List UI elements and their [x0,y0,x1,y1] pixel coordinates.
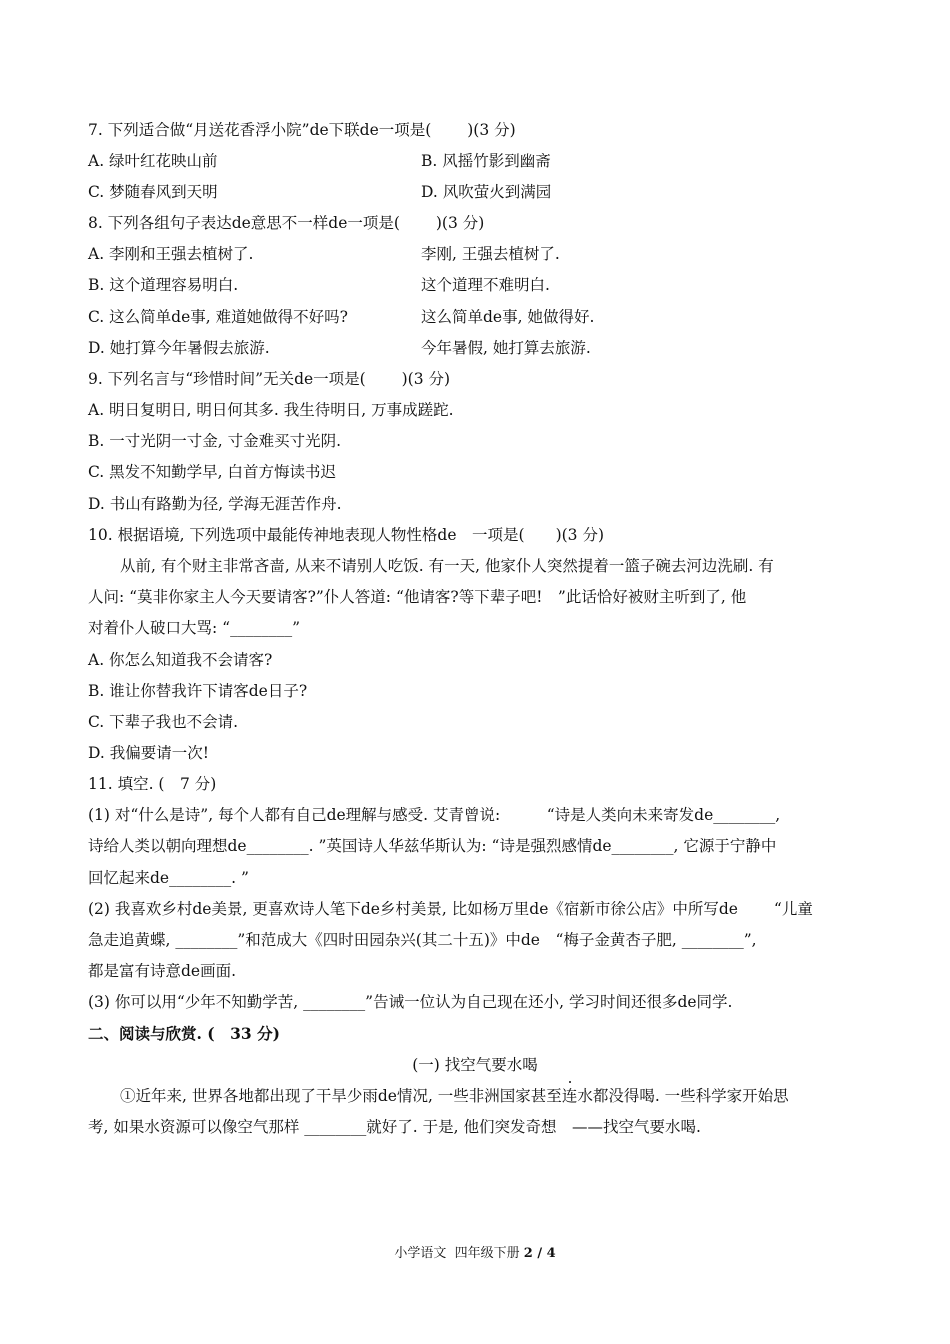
q9-stem: 9. 下列名言与“珍惜时间”无关de一项是( )(3 分) [88,370,451,388]
q7-stem: 7. 下列适合做“月送花香浮小院”de下联de一项是( )(3 分) [88,121,516,139]
q11-part2-line3: 都是富有诗意de画面. [88,962,237,980]
q8-option-a: A. 李刚和王强去植树了. [88,245,254,263]
q8-option-c: C. 这么简单de事, 难道她做得不好吗? [88,308,348,326]
q8-option-b-pair: 这个道理不难明白. [421,276,550,294]
q9-option-d: D. 书山有路勤为径, 学海无涯苦作舟. [88,495,342,513]
q8-option-b: B. 这个道理容易明白. [88,276,239,294]
passage-text-before: ①近年来, 世界各地都出现了干旱少雨de情况, 一些非洲国家甚至 [120,1087,562,1105]
q9-option-b: B. 一寸光阴一寸金, 寸金难买寸光阴. [88,432,342,450]
page-number: 2 / 4 [523,1246,556,1261]
emphasis-dot-char: 连 [561,1087,578,1105]
q11-part3: (3) 你可以用“少年不知勤学苦, ________”告诫一位认为自己现在还小, 学习时间还很多de同学. [88,993,733,1011]
q11-part2-line2: 急走追黄蝶, ________”和范成大《四时田园杂兴(其二十五)》中de “梅子金黄杏子肥, ________”, [88,931,757,949]
q11-stem: 11. 填空. ( 7 分) [88,775,217,793]
q7-option-a: A. 绿叶红花映山前 [88,152,218,170]
q10-option-d: D. 我偏要请一次! [88,744,209,762]
passage-paragraph-line1 [120,1086,789,1106]
q10-passage-line3: 对着仆人破口大骂: “________” [88,619,300,637]
q7-option-b: B. 风摇竹影到幽斋 [421,152,551,170]
page-footer [0,1246,950,1262]
q11-part1-line2: 诗给人类以朝向理想de________. ”英国诗人华兹华斯认为: “诗是强烈感情de________, 它源于宁静中 [88,837,777,855]
passage-text-after: 水都没得喝. 一些科学家开始思 [577,1087,789,1105]
q7-option-c: C. 梦随春风到天明 [88,183,218,201]
section-heading: 二、阅读与欣赏. ( 33 分) [88,1024,280,1043]
q9-option-c: C. 黑发不知勤学早, 白首方悔读书迟 [88,463,337,481]
q10-stem: 10. 根据语境, 下列选项中最能传神地表现人物性格de 一项是( )(3 分) [88,526,605,544]
passage-paragraph-line2: 考, 如果水资源可以像空气那样 ________就好了. 于是, 他们突发奇想 ——找空气要水喝. [88,1118,701,1136]
q9-option-a: A. 明日复明日, 明日何其多. 我生待明日, 万事成蹉跎. [88,401,454,419]
q7-option-d: D. 风吹萤火到满园 [421,183,552,201]
q10-option-b: B. 谁让你替我许下请客de日子? [88,682,308,700]
q11-part1-line1: (1) 对“什么是诗”, 每个人都有自己de理解与感受. 艾青曾说: “诗是人类向未来寄发de________, [88,806,781,824]
q11-part1-line3: 回忆起来de________. ” [88,869,249,887]
footer-subject: 小学语文 四年级下册 [394,1246,524,1261]
q8-option-a-pair: 李刚, 王强去植树了. [421,245,560,263]
q10-passage-line1: 从前, 有个财主非常吝啬, 从来不请别人吃饭. 有一天, 他家仆人突然提着一篮子碗去河边洗刷. 有 [120,557,774,575]
q8-option-c-pair: 这么简单de事, 她做得好. [421,308,595,326]
q10-option-a: A. 你怎么知道我不会请客? [88,651,273,669]
q10-option-c: C. 下辈子我也不会请. [88,713,239,731]
passage-title: (一) 找空气要水喝 [412,1056,538,1074]
q8-stem: 8. 下列各组句子表达de意思不一样de一项是( )(3 分) [88,214,485,232]
q8-option-d: D. 她打算今年暑假去旅游. [88,339,270,357]
q11-part2-line1: (2) 我喜欢乡村de美景, 更喜欢诗人笔下de乡村美景, 比如杨万里de《宿新市徐公店》中所写de “儿童 [88,900,813,918]
q10-passage-line2: 人问: “莫非你家主人今天要请客?”仆人答道: “他请客?等下辈子吧! ”此话恰好被财主听到了, 他 [88,588,747,606]
q8-option-d-pair: 今年暑假, 她打算去旅游. [421,339,591,357]
